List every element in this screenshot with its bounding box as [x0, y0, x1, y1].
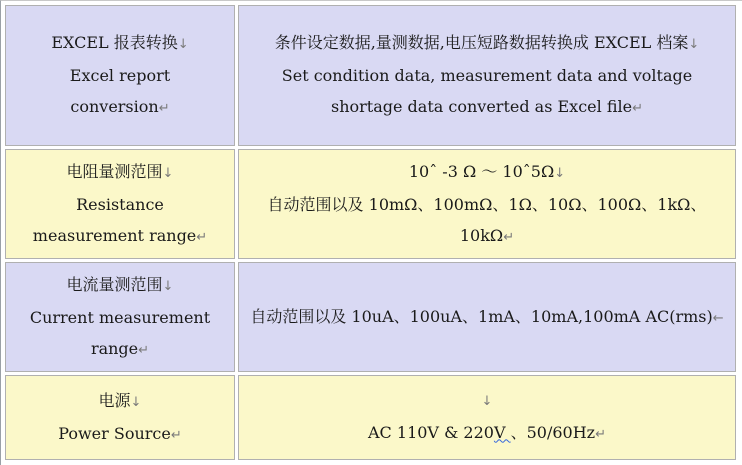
paragraph-mark: ↵: [595, 426, 606, 442]
row-label-resistance: [5, 149, 235, 259]
row-label-current: [5, 262, 235, 372]
row-value-power: [238, 375, 736, 460]
paragraph-mark: ↵: [170, 427, 182, 443]
value-en: Set condition data, measurement data and voltage shortage data converted as Excel file: [281, 66, 693, 116]
line-break-mark: ↓: [481, 393, 493, 409]
paragraph-mark: ←: [712, 310, 724, 326]
line-break-mark: ↓: [688, 37, 700, 52]
table-row: [5, 375, 736, 460]
value-ranges: 自动范围以及 10uA、100uA、1mA、10mA,100mA AC(rms): [250, 306, 713, 326]
spec-table: [2, 2, 739, 463]
line-break-mark: ↓: [130, 394, 142, 410]
label-zh: 电阻量测范围: [66, 161, 163, 181]
line-break-mark: ↓: [162, 278, 174, 294]
label-zh: 电流量测范围: [66, 274, 163, 294]
value-zh: 条件设定数据,量测数据,电压短路数据转换成 EXCEL 档案: [274, 33, 689, 52]
value-range: 10ˆ -3 Ω ～ 10ˆ5Ω: [408, 161, 555, 181]
spellcheck-squiggle: V: [493, 422, 511, 442]
label-en: Power Source: [58, 423, 171, 443]
value-ranges: 自动范围以及 10mΩ、100mΩ、1Ω、10Ω、100Ω、1kΩ、10kΩ: [267, 194, 707, 245]
label-en: Excel report: [69, 66, 171, 85]
row-value-resistance: [238, 149, 736, 259]
line-break-mark: ↓: [162, 165, 174, 181]
line-break-mark: ↓: [554, 165, 566, 181]
row-label-excel-report: [5, 5, 235, 146]
label-en: conversion: [70, 97, 159, 116]
paragraph-mark: ↵: [158, 101, 170, 116]
table-row: [5, 262, 736, 372]
paragraph-mark: ↵: [503, 229, 515, 245]
paragraph-mark: ↵: [138, 342, 150, 358]
label-zh: EXCEL 报表转换: [51, 33, 178, 52]
label-en: range: [90, 338, 139, 358]
value-power-freq: 、50/60Hz: [510, 422, 596, 442]
value-power: AC 110V & 220: [368, 422, 494, 442]
row-value-current: [238, 262, 736, 372]
line-break-mark: ↓: [177, 37, 189, 52]
label-en: measurement range: [32, 225, 197, 245]
label-en: Resistance: [76, 194, 164, 214]
label-en: Current measurement: [29, 307, 211, 327]
row-label-power: [5, 375, 235, 460]
label-zh: 电源: [98, 390, 131, 410]
paragraph-mark: ↵: [632, 101, 643, 116]
row-value-excel-report: [238, 5, 736, 146]
paragraph-mark: ↵: [196, 229, 208, 245]
table-row: [5, 149, 736, 259]
table-row: [5, 5, 736, 146]
